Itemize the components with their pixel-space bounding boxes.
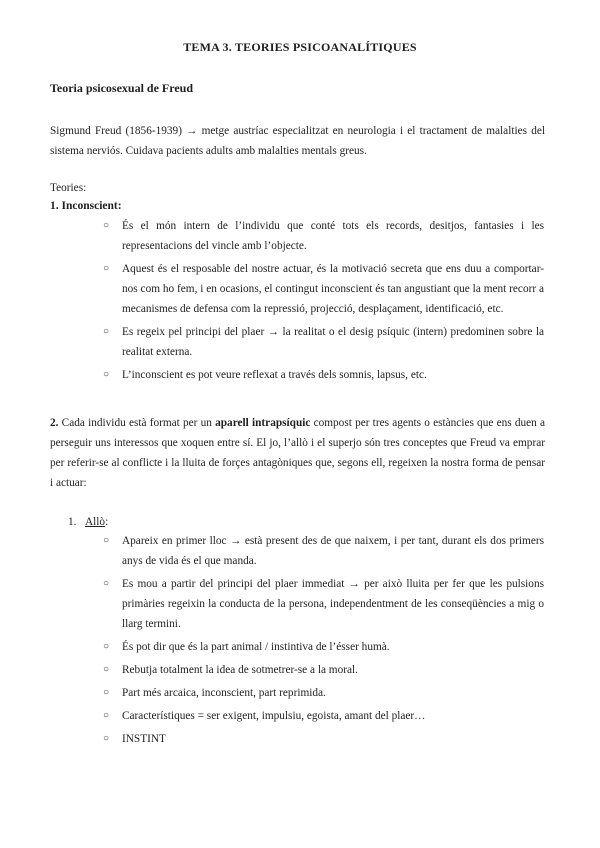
list-item: ○ Es regeix pel principi del plaer → la realitat o el desig psíquic (intern) predominen sobre la realitat externa. [122,322,544,362]
hollow-circle-bullet-icon: ○ [103,326,110,337]
section-2-number: 2. [50,417,59,429]
hollow-circle-bullet-icon: ○ [103,641,110,652]
document-title: TEMA 3. TEORIES PSICOANALÍTIQUES [183,40,417,54]
subsection-heading: 1. Allò: [68,516,109,528]
hollow-circle-bullet-icon: ○ [103,535,110,546]
section-subtitle: Teoria psicosexual de Freud [50,81,194,95]
allo-label: Allò [84,516,106,528]
hollow-circle-bullet-icon: ○ [103,733,110,744]
section-1-bullet-list [103,216,544,388]
hollow-circle-bullet-icon: ○ [103,687,110,698]
list-item: ○ INSTINT [122,729,544,749]
teories-label: Teories: [50,182,87,194]
intro-paragraph: Sigmund Freud (1856-1939) → metge austríac especialitzat en neurologia i el tractament de malalties del sistema nerviós. Cuidava pacients adults amb malalties mentals greus. [50,125,545,157]
list-item: ○ Part més arcaica, inconscient, part reprimida. [122,683,544,703]
allo-bullet-list [103,531,544,752]
list-item: ○ És el món intern de l’individu que conté tots els records, desitjos, fantasies i les representacions del vincle amb l’objecte. [122,216,544,256]
list-item: ○ Rebutja totalment la idea de sotmetrer-se a la moral. [122,660,544,680]
list-item: ○ Característiques = ser exigent, impulsiu, egoista, amant del plaer… [122,706,544,726]
section-2-paragraph: 2. Cada individu està format per un aparell intrapsíquic compost per tres agents o estàncies que ens duen a perseguir uns interessos que xoquen entre sí. El jo, l’allò i el superjo són tres conceptes que Freud va emprar per referir-se al conflicte i la lluita de forçes antagòniques que, segons ell, regeixen la nostra forma de pensar i actuar: [50,417,545,489]
hollow-circle-bullet-icon: ○ [103,220,110,231]
hollow-circle-bullet-icon: ○ [103,369,110,380]
list-item: ○ Apareix en primer lloc → està present des de que naixem, i per tant, durant els dos primers anys de vida és el que manda. [122,531,544,571]
hollow-circle-bullet-icon: ○ [103,263,110,274]
list-item: ○ Aquest és el resposable del nostre actuar, és la motivació secreta que ens duu a comportar-nos com ho fem, i en ocasions, el contingut inconscient és tan angustiant que la ment recorr a mecanismes de defensa com la repressió, projecció, desplaçament, identificació, etc. [122,259,544,319]
list-item: ○ Es mou a partir del principi del plaer immediat → per això lluita per fer que les pulsions primàries regeixin la conducta de la persona, independentment de les conseqüències a mig o llarg termini. [122,574,544,634]
hollow-circle-bullet-icon: ○ [103,710,110,721]
section-1-heading: 1. Inconscient: [50,200,122,212]
hollow-circle-bullet-icon: ○ [103,664,110,675]
list-item: ○ És pot dir que és la part animal / instintiva de l’ésser humà. [122,637,544,657]
hollow-circle-bullet-icon: ○ [103,578,110,589]
list-item: ○ L’inconscient es pot veure reflexat a través dels somnis, lapsus, etc. [122,365,544,385]
aparell-intrapsiquic-term: aparell intrapsíquic [215,417,311,429]
